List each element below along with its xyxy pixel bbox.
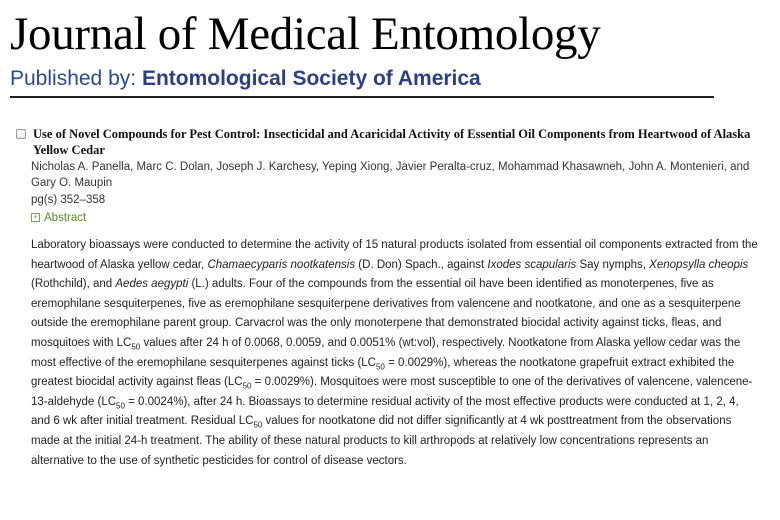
publisher-line: [10, 66, 481, 92]
abstract-segment: Say nymphs,: [576, 258, 650, 271]
lc-subscript: 50: [375, 361, 385, 371]
abstract-segment: = 0.0029%), whereas the nootkatone grapefruit extract exhibited the greatest biocidal activity against fleas (LC: [31, 356, 735, 389]
header-divider: [10, 96, 714, 98]
published-by-label: Published by:: [10, 67, 137, 90]
lc-subscript: 50: [131, 342, 141, 352]
article-pages: pg(s) 352–358: [31, 194, 106, 206]
species-name: Chamaecyparis nootkatensis: [207, 258, 356, 271]
abstract-toggle-row: [31, 208, 766, 226]
abstract-segment: values for nootkatone did not differ significantly at 4 wk posttreatment from the observations made at the initial 24-h treatment. The ability of these natural products to kill arthropods at relatively low concentrations represents an alternative to the use of synthetic pesticides for control of disease vectors.: [31, 415, 732, 467]
select-article-checkbox[interactable]: [16, 129, 26, 139]
article-title-row: [16, 126, 766, 158]
article-meta: [31, 159, 766, 226]
species-name: Aedes aegypti: [115, 278, 189, 291]
abstract-toggle[interactable]: [31, 210, 86, 226]
species-name: Ixodes scapularis: [487, 258, 577, 271]
abstract-segment: Laboratory bioassays were conducted to determine the activity of 15 natural products isolated from essential oil components extracted from the heartwood of Alaska yellow cedar,: [31, 239, 758, 271]
species-name: Xenopsylla cheopis: [649, 258, 749, 271]
plus-box-icon: +: [31, 213, 40, 222]
abstract-segment: (D. Don) Spach., against: [355, 258, 488, 271]
lc-subscript: 50: [253, 420, 263, 430]
abstract-text: [31, 236, 759, 471]
abstract-segment: values after 24 h of 0.0068, 0.0059, and 0.0051% (wt:vol), respectively. Nootkatone from Alaska yellow cedar was the most effective of the eremophilane sesquiterpenes against ticks (LC: [31, 336, 741, 369]
article-entry: [16, 126, 766, 226]
article-title[interactable]: Use of Novel Compounds for Pest Control: Insecticidal and Acaricidal Activity of Essential Oil Components from Heartwood of Alaska Yellow Cedar: [33, 127, 751, 157]
abstract-segment: = 0.0029%). Mosquitoes were most susceptible to one of the derivatives of valencene, valencene-13-aldehyde (LC: [31, 376, 753, 408]
abstract-segment: = 0.0024%), after 24 h. Bioassays to determine residual activity of the most effective products were conducted at 1, 2, 4, and 6 wk after initial treatment. Residual LC: [31, 395, 739, 428]
lc-subscript: 50: [242, 381, 252, 391]
publisher-name[interactable]: Entomological Society of America: [141, 67, 481, 90]
journal-title: Journal of Medical Entomology: [10, 8, 601, 60]
lc-subscript: 50: [116, 401, 125, 411]
abstract-toggle-label: Abstract: [44, 211, 87, 224]
abstract-segment: (L.) adults. Four of the compounds from the essential oil have been identified as monoterpenes, five as eremophilane sesquiterpenes, five as eremophilane sesquiterpene derivatives from valencene and nootkatone, and one as a sesquiterpene outside the eremophilane parent group. Carvacrol was the only monoterpene that demonstrated biocidal activity against ticks, fleas, and mosquitoes with LC: [31, 278, 741, 349]
article-authors: Nicholas A. Panella, Marc C. Dolan, Joseph J. Karchesy, Yeping Xiong, Javier Peralta-cruz, Mohammad Khasawneh, John A. Montenieri, and Gary O. Maupin: [31, 161, 750, 189]
abstract-segment: (Rothchild), and: [31, 278, 116, 291]
